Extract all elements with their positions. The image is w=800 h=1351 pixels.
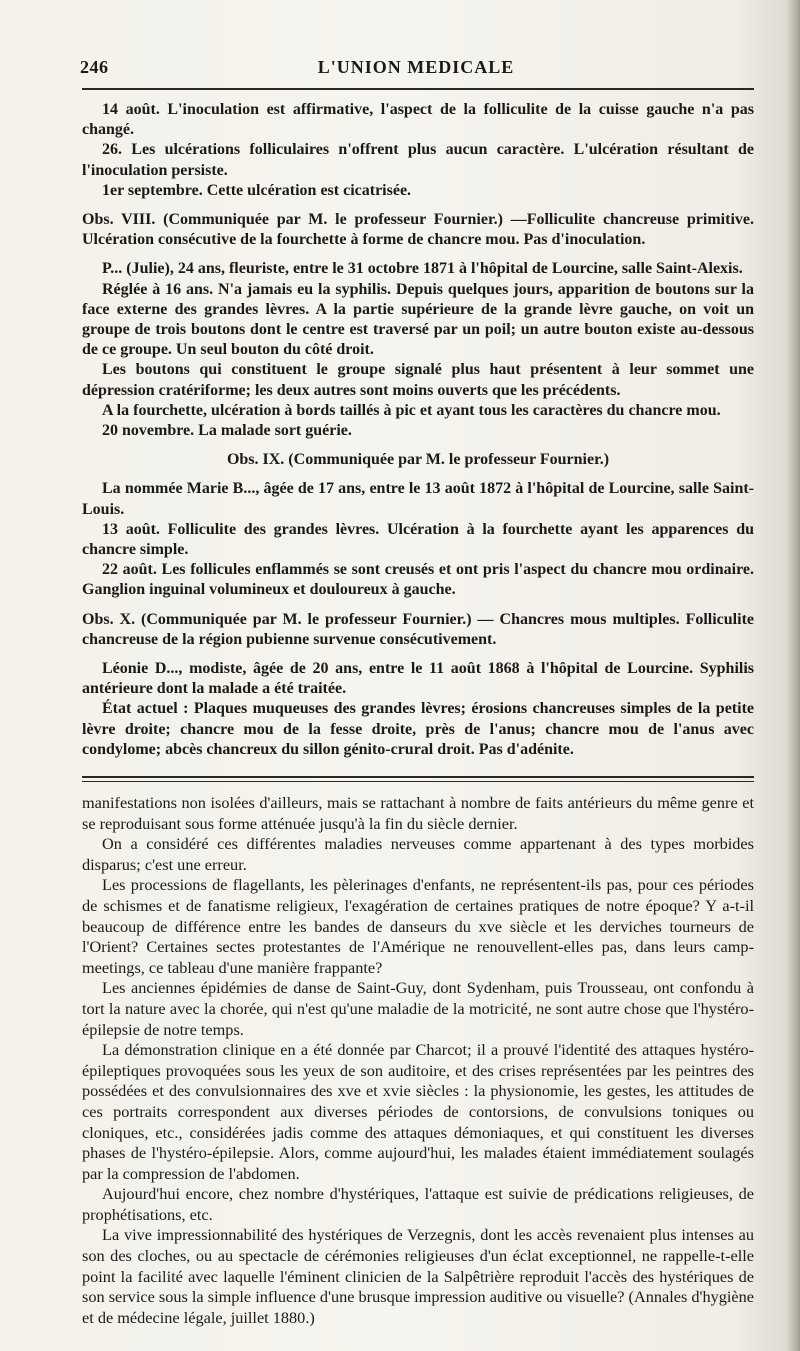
paragraph: A la fourchette, ulcération à bords taillés à pic et ayant tous les caractères du chancre mou. bbox=[102, 401, 721, 419]
paragraph: Les processions de flagellants, les pèlerinages d'enfants, ne représentent-ils pas, pour ces périodes de schismes et de fanatisme religieux, l'exagération de certaines pratiques de notre époque? Y a-t-il beaucoup de différence entre les bandes de danseurs du xve siècle et les derviches tourneurs de l'Orient? Certaines sectes protestantes de l'Amérique ne renouvellent-elles pas, dans leurs camp-meetings, ce tableau d'une manière frappante? bbox=[82, 875, 754, 977]
page-header bbox=[80, 57, 752, 85]
paragraph: manifestations non isolées d'ailleurs, mais se rattachant à nombre de faits antérieurs du même genre et se reproduisant sous forme atténuée jusqu'à la fin du siècle dernier. bbox=[82, 793, 754, 833]
paragraph: Les anciennes épidémies de danse de Saint-Guy, dont Sydenham, puis Trousseau, ont confondu à tort la nature avec la chorée, qui n'est qu'une maladie de la motricité, ne sont autre chose que l'hystéro-épilepsie de notre temps. bbox=[82, 978, 754, 1039]
paragraph: 26. Les ulcérations folliculaires n'offrent plus aucun caractère. L'ulcération résultant de l'inoculation persiste. bbox=[82, 141, 754, 179]
section-divider-top bbox=[82, 776, 754, 778]
paragraph: 13 août. Folliculite des grandes lèvres. Ulcération à la fourchette ayant les apparences du chancre simple. bbox=[82, 520, 754, 559]
paragraph: État actuel : Plaques muqueuses des grandes lèvres; érosions chancreuses simples de la petite lèvre droite; chancre mou de la fesse droite, près de l'anus; chancre mou de l'anus avec condylome; abcès chancreux du sillon génito-crural droit. Pas d'adénite. bbox=[82, 700, 754, 758]
clinical-observations-section bbox=[82, 100, 754, 760]
paragraph: 20 novembre. La malade sort guérie. bbox=[102, 422, 352, 440]
paragraph: La vive impressionnabilité des hystériques de Verzegnis, dont les accès revenaient plus intenses au son des cloches, ou au spectacle de cérémonies religieuses d'un éclat exceptionnel, ne rappelle-t-elle point la facilité avec laquelle l'éminent clinicien de la Salpêtrière reproduit l'accès des hystériques de son service sous la simple influence d'une brusque impression auditive ou visuelle? (Annales d'hygiène et de médecine légale, juillet 1880.) bbox=[82, 1225, 754, 1327]
paragraph: Léonie D..., modiste, âgée de 20 ans, entre le 11 août 1868 à l'hôpital de Lourcine. Syphilis antérieure dont la malade a été traitée. bbox=[82, 660, 754, 698]
paragraph: Aujourd'hui encore, chez nombre d'hystériques, l'attaque est suivie de prédications religieuses, de prophétisations, etc. bbox=[82, 1184, 754, 1224]
page-number: 246 bbox=[80, 57, 109, 77]
paragraph: Les boutons qui constituent le groupe signalé plus haut présentent à leur sommet une dépression cratériforme; les deux autres sont moins ouverts que les précédents. bbox=[82, 361, 754, 399]
observation-heading: Obs. VIII. (Communiquée par M. le professeur Fournier.) —Folliculite chancreuse primitive. Ulcération consécutive de la fourchette à forme de chancre mou. Pas d'inoculation. bbox=[82, 211, 754, 249]
paragraph: P... (Julie), 24 ans, fleuriste, entre le 31 octobre 1871 à l'hôpital de Lourcine, salle Saint-Alexis. bbox=[102, 260, 743, 278]
observation-heading: Obs. IX. (Communiquée par M. le professeur Fournier.) bbox=[226, 451, 610, 469]
feuilleton-section bbox=[82, 793, 754, 1328]
paragraph: La démonstration clinique en a été donnée par Charcot; il a prouvé l'identité des attaques hystéro-épileptiques provoquées sous les yeux de son auditoire, et des crises représentées par les peintres des possédées et des convulsionnaires des xve et xvie siècles : la physionomie, les gestes, les attitudes de ces portraits correspondent aux diverses périodes de contorsions, de convulsions toniques ou cloniques, etc., considérées jadis comme des attaques démoniaques, et qui constituent les diverses phases de l'hystéro-épilepsie. Alors, comme aujourd'hui, les malades étaient immédiatement soulagés par la compression de l'abdomen. bbox=[82, 1040, 754, 1183]
running-title: L'UNION MEDICALE bbox=[317, 57, 515, 77]
paragraph: 1er septembre. Cette ulcération est cicatrisée. bbox=[102, 181, 412, 199]
paragraph: La nommée Marie B..., âgée de 17 ans, entre le 13 août 1872 à l'hôpital de Lourcine, salle Saint-Louis. bbox=[82, 480, 754, 518]
paragraph: 22 août. Les follicules enflammés se sont creusés et ont pris l'aspect du chancre mou ordinaire. Ganglion inguinal volumineux et douloureux à gauche. bbox=[82, 561, 754, 599]
header-rule bbox=[82, 88, 754, 90]
section-divider-bottom bbox=[82, 781, 754, 782]
paragraph: 14 août. L'inoculation est affirmative, l'aspect de la folliculite de la cuisse gauche n'a pas changé. bbox=[82, 101, 754, 139]
paragraph: On a considéré ces différentes maladies nerveuses comme appartenant à des types morbides disparus; c'est une erreur. bbox=[82, 834, 754, 874]
paragraph: Réglée à 16 ans. N'a jamais eu la syphilis. Depuis quelques jours, apparition de boutons sur la face externe des grandes lèvres. A la partie supérieure de la grande lèvre gauche, on voit un groupe de trois boutons dont le centre est traversé par un poil; un autre bouton existe au-dessous de ce groupe. Un seul bouton du côté droit. bbox=[82, 280, 754, 359]
page-edge-shadow bbox=[786, 0, 800, 1351]
observation-heading: Obs. X. (Communiquée par M. le professeur Fournier.) — Chancres mous multiples. Folliculite chancreuse de la région pubienne survenue consécutivement. bbox=[82, 610, 754, 648]
